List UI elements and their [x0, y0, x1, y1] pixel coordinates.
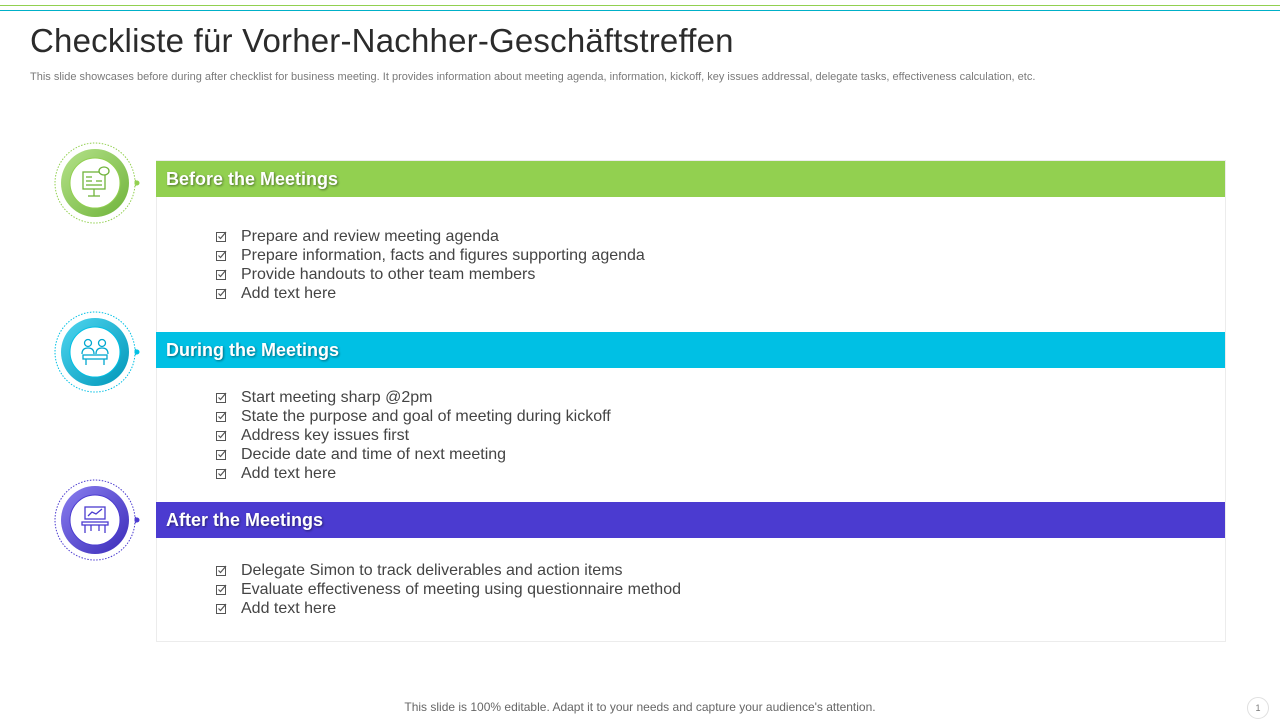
- list-item: [216, 284, 645, 303]
- checkbox-icon: [216, 468, 227, 479]
- list-item-text: Start meeting sharp @2pm: [241, 388, 433, 406]
- footer-note: This slide is 100% editable. Adapt it to your needs and capture your audience's attention.: [404, 700, 876, 714]
- list-item-text: Address key issues first: [241, 426, 410, 444]
- list-item-text: Evaluate effectiveness of meeting using questionnaire method: [241, 580, 681, 598]
- list-item: [216, 227, 645, 246]
- meeting-review-icon: [52, 478, 140, 562]
- checkbox-icon: [216, 250, 227, 261]
- list-item: [216, 580, 681, 599]
- checkbox-icon: [216, 449, 227, 460]
- list-item: [216, 599, 681, 618]
- list-item-text: State the purpose and goal of meeting during kickoff: [241, 407, 611, 425]
- section-header-after: [156, 502, 1225, 538]
- list-item: [216, 445, 611, 464]
- list-item-text: Prepare and review meeting agenda: [241, 227, 499, 245]
- list-item: [216, 464, 611, 483]
- checkbox-icon: [216, 603, 227, 614]
- checklist-before: [216, 227, 645, 303]
- section-heading-before: Before the Meetings: [166, 168, 339, 189]
- page-subtitle: This slide showcases before during after checklist for business meeting. It provides information about meeting agenda, information, kickoff, key issues addressal, delegate tasks, effectiveness calculation, etc.: [30, 71, 1036, 83]
- top-accent-line-green: [0, 5, 1280, 6]
- list-item: [216, 407, 611, 426]
- checkbox-icon: [216, 565, 227, 576]
- list-item: [216, 246, 645, 265]
- checklist-during: [216, 388, 611, 483]
- section-header-before: [156, 161, 1225, 197]
- checkbox-icon: [216, 584, 227, 595]
- checkbox-icon: [216, 392, 227, 403]
- checklist-after: [216, 561, 681, 618]
- checkbox-icon: [216, 231, 227, 242]
- checkbox-icon: [216, 411, 227, 422]
- list-item: [216, 426, 611, 445]
- list-item-text: Provide handouts to other team members: [241, 265, 536, 283]
- section-heading-after: After the Meetings: [166, 509, 324, 530]
- list-item-text: Decide date and time of next meeting: [241, 445, 507, 463]
- list-item-text: Delegate Simon to track deliverables and action items: [241, 561, 623, 579]
- list-item: [216, 265, 645, 284]
- list-item-text: Add text here: [241, 284, 337, 302]
- list-item: [216, 388, 611, 407]
- checkbox-icon: [216, 269, 227, 280]
- list-item-text: Add text here: [241, 464, 337, 482]
- section-header-during: [156, 332, 1225, 368]
- page-title: Checkliste für Vorher-Nachher-Geschäftstreffen: [30, 22, 734, 59]
- presentation-board-icon: [52, 141, 140, 225]
- team-meeting-icon: [52, 310, 140, 394]
- list-item: [216, 561, 681, 580]
- top-accent-line-teal: [0, 10, 1280, 11]
- section-heading-during: During the Meetings: [166, 339, 340, 360]
- page-number: 1: [1247, 697, 1269, 719]
- checkbox-icon: [216, 430, 227, 441]
- list-item-text: Prepare information, facts and figures supporting agenda: [241, 246, 645, 264]
- list-item-text: Add text here: [241, 599, 337, 617]
- checkbox-icon: [216, 288, 227, 299]
